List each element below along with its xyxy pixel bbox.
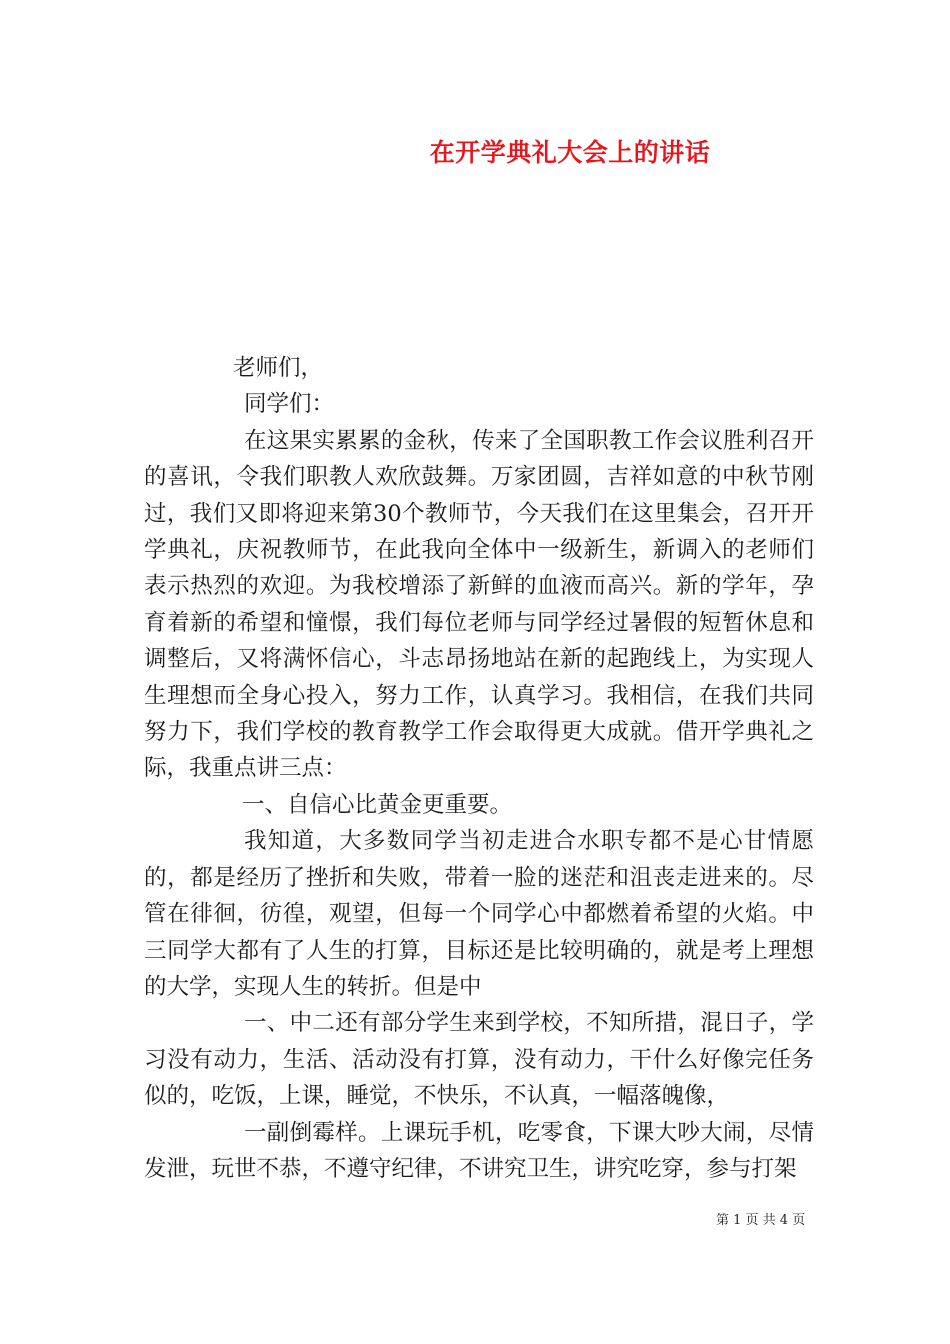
salutation-students: 同学们： [244, 391, 335, 418]
paragraph-behavior: 一副倒霉样。上课玩手机，吃零食，下课大吵大闹，尽情发泄，玩世不恭，不遵守纪律，不讲究卫生，讲究吃穿，参与打架 [144, 1119, 814, 1182]
paragraph-grade-one-two: 一、中二还有部分学生来到学校，不知所措，混日子，学习没有动力，生活、活动没有打算，没有动力，干什么好像完任务似的，吃饭，上课，睡觉，不快乐，不认真，一幅落魄像， [144, 1010, 814, 1110]
salutation-teachers: 老师们， [233, 355, 324, 381]
page-number: 第 1 页 共 4 页 [716, 1213, 806, 1228]
section-heading-1: 一、自信心比黄金更重要。 [242, 791, 513, 818]
document-title: 在开学典礼大会上的讲话 [429, 138, 711, 167]
paragraph-opening: 在这果实累累的金秋，传来了全国职教工作会议胜利召开的喜讯，令我们职教人欢欣鼓舞。万家团圆，吉祥如意的中秋节刚过，我们又即将迎来第30个教师节，今天我们在这里集会，召开开学典礼，庆祝教师节，在此我向全体中一级新生，新调入的老师们表示热烈的欢迎。为我校增添了新鲜的血液而高兴。新的学年，孕育着新的希望和憧憬，我们每位老师与同学经过暑假的短暂休息和调整后，又将满怀信心，斗志昂扬地站在新的起跑线上，为实现人生理想而全身心投入，努力工作，认真学习。我相信，在我们共同努力下，我们学校的教育教学工作会取得更大成就。借开学典礼之际，我重点讲三点： [144, 427, 814, 782]
document-body [144, 350, 814, 1187]
paragraph-students: 我知道，大多数同学当初走进合水职专都不是心甘情愿的，都是经历了挫折和失败，带着一脸的迷茫和沮丧走进来的。尽管在徘徊，彷徨，观望，但每一个同学心中都燃着希望的火焰。中三同学大都有了人生的打算，目标还是比较明确的，就是考上理想的大学，实现人生的转折。但是中 [144, 828, 814, 1000]
